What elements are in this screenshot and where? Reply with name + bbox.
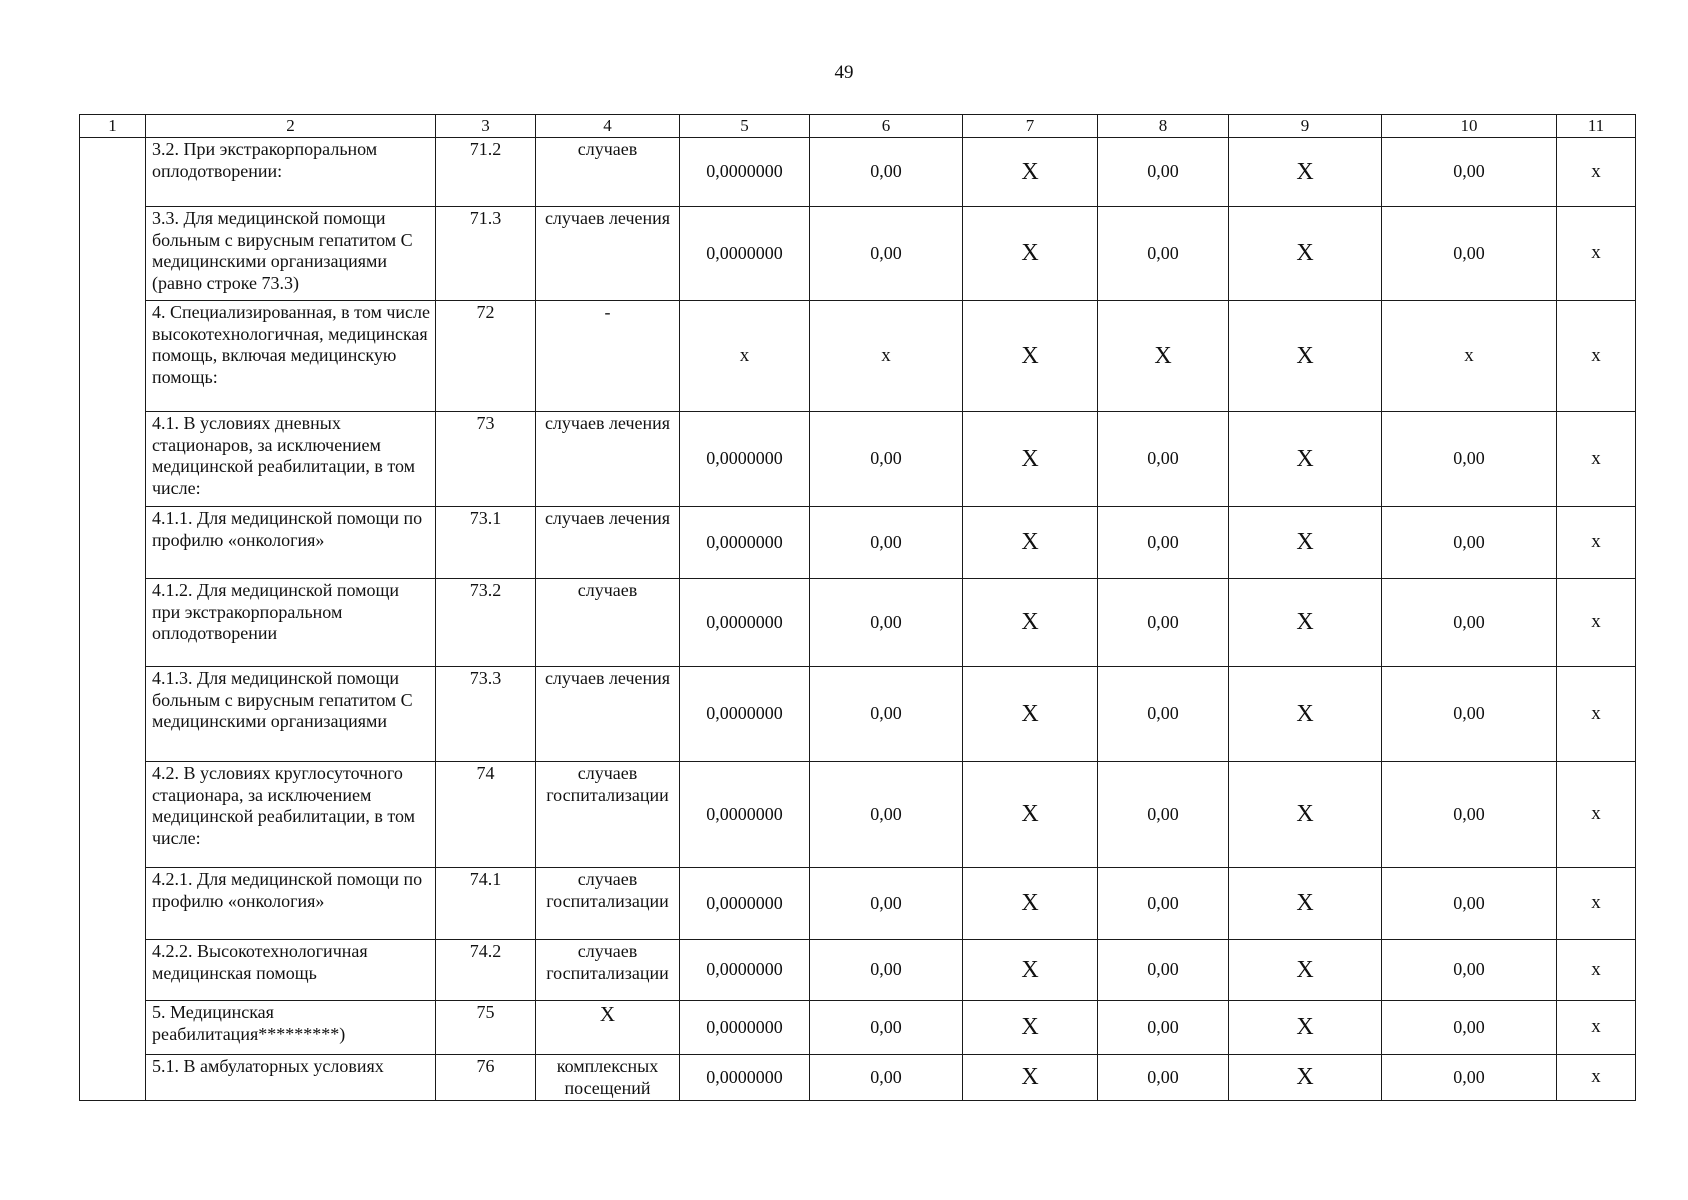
value-cell: 0,00 xyxy=(810,579,963,667)
value-cell: 0,00 xyxy=(1098,138,1229,207)
value-cell: 0,0000000 xyxy=(680,667,810,762)
value-cell: 0,00 xyxy=(1382,940,1557,1001)
value-cell: 0,0000000 xyxy=(680,1055,810,1101)
value-cell: х xyxy=(1557,138,1636,207)
row-name: 4. Специализированная, в том числе высокотехнологичная, медицинская помощь, включая медицинскую помощь: xyxy=(146,301,436,412)
row-name: 4.1.2. Для медицинской помощи при экстракорпоральном оплодотворении xyxy=(146,579,436,667)
value-cell: 0,00 xyxy=(1098,1001,1229,1055)
table-row xyxy=(80,579,1636,667)
value-cell: х xyxy=(1557,207,1636,301)
row-code: 73.2 xyxy=(436,579,536,667)
value-cell: X xyxy=(1229,667,1382,762)
row-code: 76 xyxy=(436,1055,536,1101)
value-cell: X xyxy=(1229,207,1382,301)
value-cell: X xyxy=(963,579,1098,667)
value-cell: X xyxy=(963,207,1098,301)
column-number: 2 xyxy=(146,115,436,138)
column-number: 7 xyxy=(963,115,1098,138)
value-cell: 0,0000000 xyxy=(680,762,810,868)
value-cell: 0,00 xyxy=(1098,1055,1229,1101)
value-cell: X xyxy=(963,868,1098,940)
table-row xyxy=(80,667,1636,762)
column-number: 3 xyxy=(436,115,536,138)
row-code: 75 xyxy=(436,1001,536,1055)
value-cell: х xyxy=(1557,868,1636,940)
value-cell: X xyxy=(1229,1001,1382,1055)
table-row xyxy=(80,940,1636,1001)
table-row xyxy=(80,207,1636,301)
value-cell: х xyxy=(1557,762,1636,868)
value-cell: 0,00 xyxy=(1098,412,1229,507)
table-row xyxy=(80,1001,1636,1055)
value-cell: 0,00 xyxy=(1382,138,1557,207)
row-name: 3.3. Для медицинской помощи больным с вирусным гепатитом С медицинскими организациями (равно строке 73.3) xyxy=(146,207,436,301)
value-cell: X xyxy=(963,412,1098,507)
row-name: 4.1.1. Для медицинской помощи по профилю «онкология» xyxy=(146,507,436,579)
value-cell: 0,00 xyxy=(1382,579,1557,667)
value-cell: X xyxy=(963,1001,1098,1055)
value-cell: 0,00 xyxy=(1098,940,1229,1001)
column-number: 11 xyxy=(1557,115,1636,138)
row-code: 74 xyxy=(436,762,536,868)
value-cell: X xyxy=(1229,1055,1382,1101)
value-cell: 0,0000000 xyxy=(680,868,810,940)
value-cell: X xyxy=(1229,138,1382,207)
page-number: 49 xyxy=(834,62,854,83)
value-cell: 0,0000000 xyxy=(680,940,810,1001)
value-cell: X xyxy=(1229,940,1382,1001)
value-cell: 0,00 xyxy=(1382,1001,1557,1055)
value-cell: 0,00 xyxy=(810,1055,963,1101)
value-cell: 0,00 xyxy=(1098,579,1229,667)
value-cell: х xyxy=(1557,940,1636,1001)
value-cell: X xyxy=(1229,301,1382,412)
row-code: 73 xyxy=(436,412,536,507)
row-code: 71.3 xyxy=(436,207,536,301)
row-unit: случаев лечения xyxy=(536,207,680,301)
value-cell: 0,00 xyxy=(1382,412,1557,507)
value-cell: 0,00 xyxy=(1382,1055,1557,1101)
row-code: 73.3 xyxy=(436,667,536,762)
value-cell: X xyxy=(963,1055,1098,1101)
row-unit: случаев xyxy=(536,579,680,667)
row-unit: - xyxy=(536,301,680,412)
row-unit: X xyxy=(536,1001,680,1055)
value-cell: х xyxy=(1557,507,1636,579)
value-cell: X xyxy=(1229,868,1382,940)
value-cell: X xyxy=(1229,412,1382,507)
value-cell: 0,00 xyxy=(1098,868,1229,940)
row-name: 4.2.2. Высокотехнологичная медицинская помощь xyxy=(146,940,436,1001)
value-cell: х xyxy=(1557,1055,1636,1101)
column-number: 8 xyxy=(1098,115,1229,138)
value-cell: х xyxy=(1557,579,1636,667)
value-cell: 0,00 xyxy=(810,940,963,1001)
value-cell: 0,00 xyxy=(1098,762,1229,868)
value-cell: 0,0000000 xyxy=(680,138,810,207)
value-cell: X xyxy=(1229,762,1382,868)
row-name: 4.2. В условиях круглосуточного стационара, за исключением медицинской реабилитации, в том числе: xyxy=(146,762,436,868)
table-row xyxy=(80,762,1636,868)
table-row xyxy=(80,507,1636,579)
value-cell: х xyxy=(1557,412,1636,507)
value-cell: 0,00 xyxy=(810,868,963,940)
value-cell: х xyxy=(810,301,963,412)
column-number: 1 xyxy=(80,115,146,138)
value-cell: 0,00 xyxy=(810,207,963,301)
row-code: 71.2 xyxy=(436,138,536,207)
row-code: 72 xyxy=(436,301,536,412)
value-cell: 0,00 xyxy=(1382,667,1557,762)
value-cell: 0,00 xyxy=(1382,762,1557,868)
row-unit: случаев лечения xyxy=(536,507,680,579)
value-cell: 0,00 xyxy=(1098,207,1229,301)
column-number: 4 xyxy=(536,115,680,138)
row-name: 5.1. В амбулаторных условиях xyxy=(146,1055,436,1101)
value-cell: X xyxy=(963,138,1098,207)
value-cell: 0,0000000 xyxy=(680,207,810,301)
row-unit: случаев госпитализации xyxy=(536,868,680,940)
value-cell: X xyxy=(963,301,1098,412)
row-name: 4.1. В условиях дневных стационаров, за исключением медицинской реабилитации, в том числе: xyxy=(146,412,436,507)
column-number: 6 xyxy=(810,115,963,138)
row-code: 74.2 xyxy=(436,940,536,1001)
value-cell: 0,00 xyxy=(1382,207,1557,301)
value-cell: X xyxy=(963,507,1098,579)
row-name: 4.2.1. Для медицинской помощи по профилю «онкология» xyxy=(146,868,436,940)
value-cell: X xyxy=(1229,507,1382,579)
value-cell: 0,0000000 xyxy=(680,1001,810,1055)
document-table-wrapper xyxy=(79,114,1635,1101)
value-cell: 0,00 xyxy=(810,667,963,762)
value-cell: 0,0000000 xyxy=(680,412,810,507)
row-unit: случаев лечения xyxy=(536,667,680,762)
value-cell: 0,00 xyxy=(810,138,963,207)
row-name: 5. Медицинская реабилитация*********) xyxy=(146,1001,436,1055)
table-row xyxy=(80,301,1636,412)
value-cell: 0,00 xyxy=(810,1001,963,1055)
value-cell: X xyxy=(963,762,1098,868)
row-code: 74.1 xyxy=(436,868,536,940)
value-cell: 0,0000000 xyxy=(680,579,810,667)
value-cell: X xyxy=(1098,301,1229,412)
table-row xyxy=(80,138,1636,207)
row-unit: комплексных посещений xyxy=(536,1055,680,1101)
value-cell: х xyxy=(1382,301,1557,412)
value-cell: х xyxy=(1557,667,1636,762)
row-code: 73.1 xyxy=(436,507,536,579)
value-cell: х xyxy=(680,301,810,412)
value-cell: х xyxy=(1557,301,1636,412)
value-cell: 0,00 xyxy=(1382,868,1557,940)
row-name: 3.2. При экстракорпоральном оплодотворении: xyxy=(146,138,436,207)
value-cell: X xyxy=(963,667,1098,762)
value-cell: 0,00 xyxy=(1098,667,1229,762)
column-number: 10 xyxy=(1382,115,1557,138)
value-cell: 0,00 xyxy=(810,412,963,507)
row-unit: случаев xyxy=(536,138,680,207)
value-cell: 0,00 xyxy=(1382,507,1557,579)
column-number-row xyxy=(80,115,1636,138)
value-cell: 0,00 xyxy=(810,507,963,579)
row-unit: случаев госпитализации xyxy=(536,940,680,1001)
value-cell: 0,00 xyxy=(810,762,963,868)
data-table xyxy=(79,114,1636,1101)
value-cell: X xyxy=(963,940,1098,1001)
column-number: 9 xyxy=(1229,115,1382,138)
value-cell: X xyxy=(1229,579,1382,667)
value-cell: 0,0000000 xyxy=(680,507,810,579)
row-unit: случаев госпитализации xyxy=(536,762,680,868)
row-unit: случаев лечения xyxy=(536,412,680,507)
merged-first-column-cell xyxy=(80,138,146,1101)
value-cell: х xyxy=(1557,1001,1636,1055)
table-row xyxy=(80,412,1636,507)
value-cell: 0,00 xyxy=(1098,507,1229,579)
table-row xyxy=(80,868,1636,940)
row-name: 4.1.3. Для медицинской помощи больным с вирусным гепатитом С медицинскими организациями xyxy=(146,667,436,762)
table-row xyxy=(80,1055,1636,1101)
column-number: 5 xyxy=(680,115,810,138)
